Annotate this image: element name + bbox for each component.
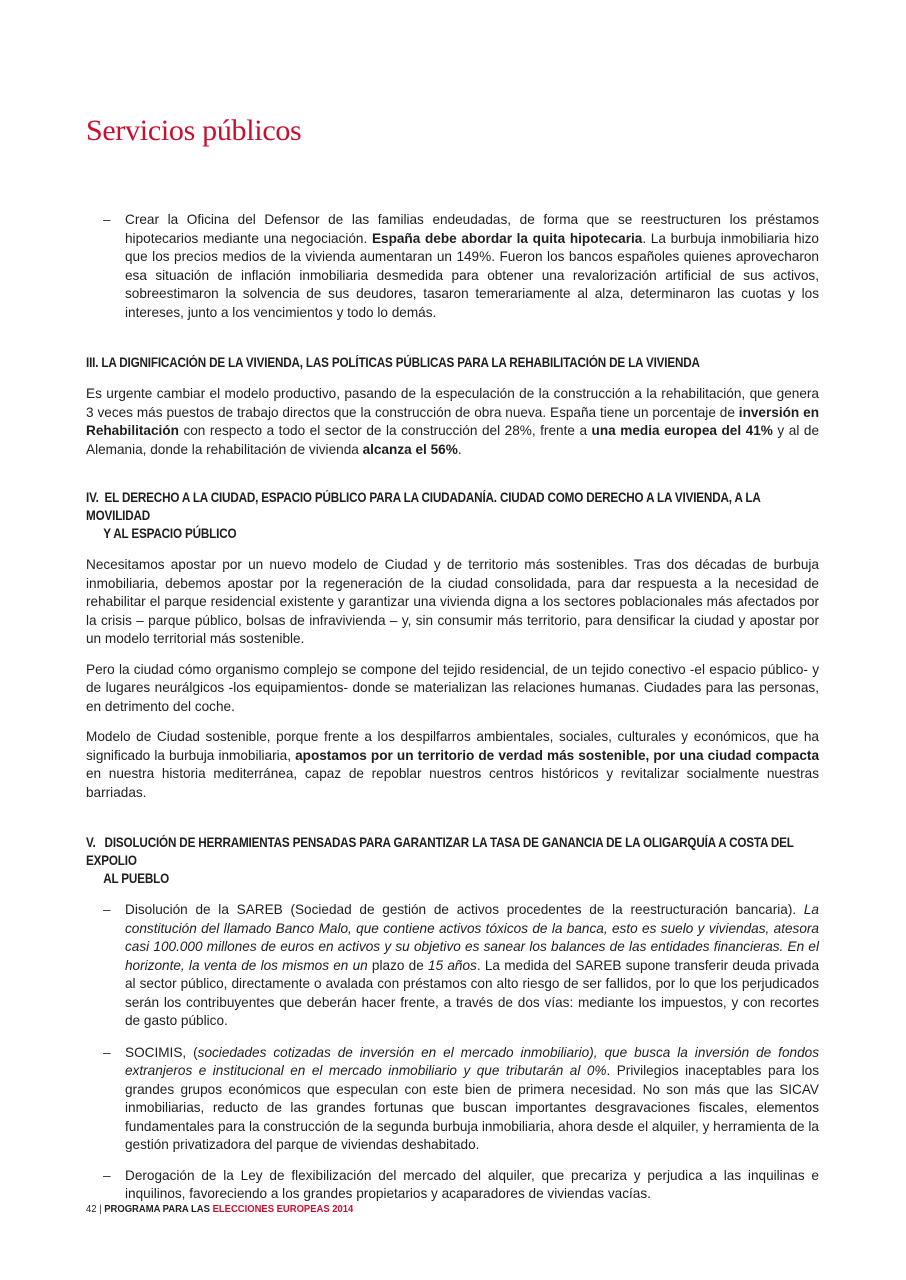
page-number: 42: [86, 1203, 97, 1215]
list-item-sareb: [86, 901, 819, 1031]
text-run: .: [457, 441, 462, 457]
italic-run: La constitución del llamado Banco Malo, que contiene activos tóxicos de la banca, esto es suelo y viviendas, atesora casi 100.000 millones de euros en activos y su objetivo es sanear los balances de las entidades financieras. En el horizonte, la venta de los mismos en un: [125, 902, 819, 973]
footer-accent-label: ELECCIONES EUROPEAS 2014: [212, 1203, 354, 1215]
list-item-socimis: [86, 1044, 819, 1155]
bold-run: una media europea del 41%: [591, 423, 773, 438]
bullet-dash: –: [103, 1167, 111, 1183]
text-run: Crear la Oficina del Defensor de las familias endeudadas, de forma que se reestructuren los préstamos hipotecarios mediante una negociación.: [125, 212, 819, 246]
page-footer: [86, 1203, 353, 1215]
list-item-derogacion: [86, 1167, 819, 1204]
page-title: Servicios públicos: [86, 114, 302, 147]
bold-run: apostamos por un territorio de verdad más sostenible, por una ciudad compacta: [295, 747, 820, 763]
footer-label: PROGRAMA PARA LAS: [104, 1203, 213, 1215]
heading-line: Y AL ESPACIO PÚBLICO: [103, 526, 237, 541]
bullet-dash: –: [103, 212, 111, 227]
section-heading-v: [86, 834, 819, 888]
section-number: IV.: [86, 490, 99, 505]
heading-line: DISOLUCIÓN DE HERRAMIENTAS PENSADAS PARA GARANTIZAR LA TASA DE GANANCIA DE LA OLIGARQUÍA A COSTA DEL EXPOLIO: [86, 835, 794, 868]
section-number: V.: [86, 835, 96, 850]
paragraph-ciudad-sostenible: [86, 728, 819, 802]
text-run: SOCIMIS, (: [125, 1044, 198, 1060]
paragraph-organismo: Pero la ciudad cómo organismo complejo se compone del tejido residencial, de un tejido conectivo -el espacio público- y de lugares neurálgicos -los equipamientos- donde se materializan las relaciones humanas. Ciudades para las personas, en detrimento del coche.: [86, 661, 819, 714]
text-run: con respecto a todo el sector de la construcción del 28%, frente a: [178, 423, 592, 438]
italic-run: 15 años: [428, 957, 477, 973]
text-run: Es urgente cambiar el modelo productivo, pasando de la especulación de la construcción a la rehabilitación, que genera 3 veces más puestos de trabajo directos que la construcción de obra nueva. España tiene un porcentaje de: [86, 386, 819, 420]
heading-line: EL DERECHO A LA CIUDAD, ESPACIO PÚBLICO PARA LA CIUDADANÍA. CIUDAD COMO DERECHO A LA VIVIENDA, A LA MOVILIDAD: [86, 490, 761, 523]
italic-run: sociedades cotizadas de inversión en el mercado inmobiliario), que busca la inversión de fondos extranjeros e institucional en el mercado inmobiliario y que tributarán al 0%: [125, 1044, 819, 1078]
bold-run: España debe abordar la quita hipotecaria: [371, 230, 643, 246]
section-heading-iii: III. LA DIGNIFICACIÓN DE LA VIVIENDA, LAS POLÍTICAS PÚBLICAS PARA LA REHABILITACIÓN DE LA VIVIENDA: [86, 355, 700, 370]
text-run: . Privilegios inaceptables para los grandes grupos económicos que especulan con este bien de primera necesidad. No son más que las SICAV inmobiliarias, reducto de las grandes fortunas que buscan importantes desgravaciones fiscales, elementos fundamentales para la construcción de la segunda burbuja inmobiliaria, ahora desde el alquiler, y herramienta de la gestión privatizadora del parque de viviendas deshabitado.: [125, 1063, 820, 1152]
document-body: [86, 211, 819, 1204]
text-run: Derogación de la Ley de flexibilización del mercado del alquiler, que precariza y perjudica a las inquilinas e inquilinos, favoreciendo a los grandes propietarios y acaparadores de viviendas vacías.: [125, 1167, 819, 1201]
list-item-defensor: [86, 211, 819, 322]
bold-run: alcanza el 56%: [362, 441, 458, 457]
bold-run: inversión en Rehabilitación: [86, 404, 819, 438]
section-heading-iv: [86, 489, 819, 543]
text-run: . La medida del SAREB supone transferir deuda privada al sector público, directamente o avalada con préstamos con alto riesgo de ser fallidos, por lo que los perjudicados serán los contribuyentes que deberán hacer frente, a través de dos vías: mediante los impuestos, y con recortes de gasto público.: [125, 957, 819, 1028]
text-run: Modelo de Ciudad sostenible, porque frente a los despilfarros ambientales, sociales, culturales y económicos, que ha significado la burbuja inmobiliaria,: [86, 729, 819, 763]
footer-separator: |: [96, 1203, 105, 1215]
text-run: plazo de: [367, 957, 429, 973]
bullet-dash: –: [103, 1044, 111, 1060]
text-run: en nuestra historia mediterránea, capaz de repoblar nuestros centros históricos y revitalizar socialmente nuestras barriadas.: [86, 766, 819, 800]
bullet-dash: –: [103, 902, 111, 917]
paragraph-rehabilitacion: [86, 385, 819, 459]
text-run: Disolución de la SAREB (Sociedad de gestión de activos procedentes de la reestructuración bancaria).: [125, 902, 804, 917]
heading-line: AL PUEBLO: [103, 871, 169, 886]
text-run: . La burbuja inmobiliaria hizo que los precios medios de la vivienda aumentaran un 149%. Fueron los bancos españoles quienes aprovecharon esa situación de inflación inmobiliaria desmedida para obtener una revalorización artificial de sus activos, sobreestimaron la solvencia de sus deudores, tasaron temerariamente al alza, determinaron las cuotas y los intereses, junto a los vencimientos y todo lo demás.: [125, 230, 819, 320]
paragraph-modelo-ciudad: Necesitamos apostar por un nuevo modelo de Ciudad y de territorio más sostenibles. Tras dos décadas de burbuja inmobiliaria, debemos apostar por la regeneración de la ciudad consolidada, para dar respuesta a la necesidad de rehabilitar el parque residencial existente y garantizar una vivienda digna a los sectores poblacionales más afectados por la crisis – parque público, bolsas de infravivienda – y, sin consumir más territorio, para densificar la ciudad y apostar por un modelo territorial más sostenible.: [86, 557, 819, 646]
text-run: y al de Alemania, donde la rehabilitación de vivienda: [86, 423, 819, 457]
